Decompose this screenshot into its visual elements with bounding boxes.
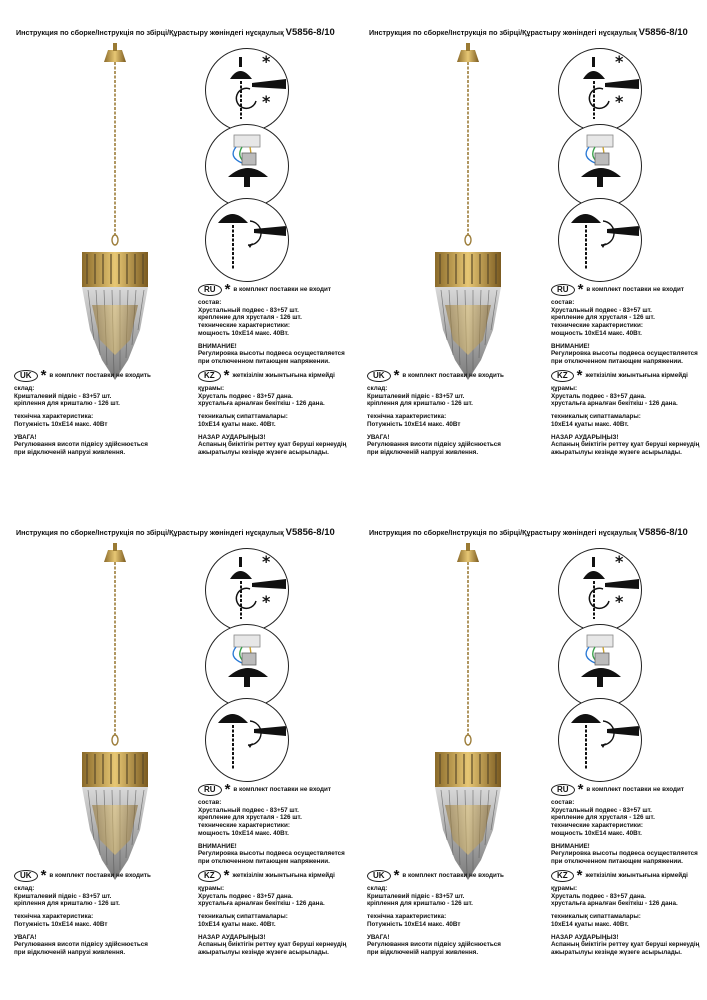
step2-diagram — [558, 624, 642, 708]
kz-line: хрустальға арналған бекіткіш - 126 дана. — [198, 400, 325, 408]
uk-spec-line: Потужність 10хЕ14 макс. 40Вт — [14, 420, 108, 428]
title-text: Инструкция по сборке/Інструкція по збірці/Құрастыру жөніндегі нұсқаулық — [16, 528, 284, 537]
kz-spec-line: 10хЕ14 қуаты макс. 40Вт. — [198, 920, 276, 928]
kz-spec-line: 10хЕ14 қуаты макс. 40Вт. — [551, 920, 629, 928]
ru-line: мощность 10хЕ14 макс. 40Вт. — [551, 329, 642, 337]
ru-line: Хрустальный подвес - 83+57 шт. — [551, 806, 652, 814]
uk-section — [14, 867, 194, 957]
kz-spec-line: техникалық сипаттамалары: — [551, 413, 641, 421]
kz-spec-line: техникалық сипаттамалары: — [198, 413, 288, 421]
ru-line: состав: — [551, 799, 575, 806]
ru-line: крепление для хрусталя - 126 шт. — [198, 814, 302, 822]
uk-note: в комплект поставки не входить — [402, 872, 504, 880]
instruction-sheet — [353, 500, 706, 1000]
ru-line: технические характеристики: — [551, 822, 643, 830]
kz-line: Хрусталь подвес - 83+57 дана. — [198, 392, 293, 400]
kz-spec-line: 10хЕ14 қуаты макс. 40Вт. — [198, 420, 276, 428]
uk-warning-line: Регулювання висоти підвісу здійснюється — [14, 441, 148, 449]
uk-line: склад: — [14, 385, 35, 392]
ru-section — [198, 281, 348, 366]
kz-note: жеткізілім жиынтығына кірмейді — [585, 372, 688, 380]
chandelier-illustration — [70, 540, 160, 920]
ru-section — [198, 781, 348, 866]
uk-line: кріплення для кришталю - 126 шт. — [14, 900, 120, 908]
uk-spec-line: технічна характеристика: — [367, 413, 447, 421]
ru-note: в комплект поставки не входит — [586, 786, 685, 794]
ru-warning-line: Регулировка высоты подвеса осуществляется — [198, 350, 345, 358]
ru-line: технические характеристики: — [551, 322, 643, 330]
uk-section — [367, 867, 547, 957]
ru-line: мощность 10хЕ14 макс. 40Вт. — [198, 829, 289, 837]
model-number: V5856-8/10 — [638, 27, 688, 38]
ru-line: Хрустальный подвес - 83+57 шт. — [198, 806, 299, 814]
ru-line: крепление для хрусталя - 126 шт. — [551, 814, 655, 822]
instruction-title — [16, 527, 335, 538]
instruction-sheet — [353, 0, 706, 500]
ru-warning-line: Регулировка высоты подвеса осуществляется — [198, 850, 345, 858]
model-number: V5856-8/10 — [285, 527, 335, 538]
model-number: V5856-8/10 — [638, 527, 688, 538]
model-number: V5856-8/10 — [285, 27, 335, 38]
title-text: Инструкция по сборке/Інструкція по збірці/Құрастыру жөніндегі нұсқаулық — [369, 28, 637, 37]
kz-line: хрустальға арналған бекіткіш - 126 дана. — [551, 400, 678, 408]
ru-warning-title: ВНИМАНИЕ! — [198, 342, 237, 350]
svg-text:*: * — [615, 92, 624, 111]
kz-section — [198, 867, 350, 957]
kz-line: құрамы: — [198, 385, 225, 392]
ru-line: крепление для хрусталя - 126 шт. — [198, 314, 302, 322]
kz-badge: KZ — [198, 870, 221, 882]
step3-diagram — [205, 698, 289, 782]
uk-badge: UK — [14, 370, 38, 382]
ru-badge: RU — [551, 284, 575, 296]
uk-warning-title: УВАГА! — [367, 933, 390, 941]
ru-warning-title: ВНИМАНИЕ! — [551, 842, 590, 850]
kz-line: хрустальға арналған бекіткіш - 126 дана. — [198, 900, 325, 908]
kz-warning-line: Аспаның биіктігін реттеу қуат беруші кернеудің — [551, 441, 700, 449]
ru-warning-line: при отключенном питающем напряжении. — [198, 357, 330, 365]
uk-badge: UK — [14, 870, 38, 882]
instruction-title — [369, 27, 688, 38]
instruction-sheet — [0, 0, 353, 500]
kz-spec-line: 10хЕ14 қуаты макс. 40Вт. — [551, 420, 629, 428]
svg-text:*: * — [262, 592, 271, 611]
ru-line: технические характеристики: — [198, 322, 290, 330]
ru-line: крепление для хрусталя - 126 шт. — [551, 314, 655, 322]
kz-line: Хрусталь подвес - 83+57 дана. — [198, 892, 293, 900]
ru-warning-line: Регулировка высоты подвеса осуществляется — [551, 350, 698, 358]
ru-line: мощность 10хЕ14 макс. 40Вт. — [198, 329, 289, 337]
uk-spec-line: Потужність 10хЕ14 макс. 40Вт — [367, 420, 461, 428]
kz-line: құрамы: — [551, 385, 578, 392]
kz-warning-title: НАЗАР АУДАРЫҢЫЗ! — [198, 433, 266, 441]
ru-line: состав: — [198, 299, 222, 306]
uk-line: Кришталевий підвіс - 83+57 шт. — [14, 392, 112, 400]
uk-line: кріплення для кришталю - 126 шт. — [14, 400, 120, 408]
star-icon: * — [224, 281, 231, 298]
star-icon: * — [223, 867, 230, 884]
kz-warning-title: НАЗАР АУДАРЫҢЫЗ! — [198, 933, 266, 941]
uk-note: в комплект поставки не входить — [402, 372, 504, 380]
ru-warning-line: при отключенном питающем напряжении. — [551, 857, 683, 865]
kz-note: жеткізілім жиынтығына кірмейді — [232, 372, 335, 380]
chandelier-illustration — [70, 40, 160, 420]
uk-warning-title: УВАГА! — [14, 433, 37, 441]
kz-line: Хрусталь подвес - 83+57 дана. — [551, 392, 646, 400]
ru-line: состав: — [551, 299, 575, 306]
star-icon: * — [40, 367, 47, 384]
kz-warning-title: НАЗАР АУДАРЫҢЫЗ! — [551, 933, 619, 941]
uk-warning-line: при відключеній напрузі живлення. — [367, 448, 479, 456]
uk-section — [14, 367, 194, 457]
uk-section — [367, 367, 547, 457]
uk-warning-title: УВАГА! — [367, 433, 390, 441]
ru-note: в комплект поставки не входит — [586, 286, 685, 294]
uk-line: Кришталевий підвіс - 83+57 шт. — [14, 892, 112, 900]
chandelier-illustration — [423, 40, 513, 420]
kz-line: құрамы: — [198, 885, 225, 892]
kz-warning-line: ажыратылуы кезінде жүзеге асырылады. — [551, 448, 682, 456]
ru-line: Хрустальный подвес - 83+57 шт. — [551, 306, 652, 314]
svg-text:*: * — [262, 552, 271, 571]
ru-warning-title: ВНИМАНИЕ! — [551, 342, 590, 350]
kz-line: Хрусталь подвес - 83+57 дана. — [551, 892, 646, 900]
step1-diagram — [205, 548, 289, 632]
uk-warning-line: при відключеній напрузі живлення. — [14, 948, 126, 956]
instruction-sheet — [0, 500, 353, 1000]
uk-note: в комплект поставки не входить — [49, 872, 151, 880]
star-icon: * — [576, 867, 583, 884]
star-icon: * — [577, 781, 584, 798]
kz-warning-line: Аспаның биіктігін реттеу қуат беруші кернеудің — [198, 941, 347, 949]
kz-warning-line: Аспаның биіктігін реттеу қуат беруші кернеудің — [198, 441, 347, 449]
ru-badge: RU — [198, 784, 222, 796]
step1-diagram — [205, 48, 289, 132]
kz-warning-line: ажыратылуы кезінде жүзеге асырылады. — [198, 448, 329, 456]
star-icon: * — [393, 867, 400, 884]
step2-diagram — [205, 624, 289, 708]
ru-line: Хрустальный подвес - 83+57 шт. — [198, 306, 299, 314]
ru-line: мощность 10хЕ14 макс. 40Вт. — [551, 829, 642, 837]
kz-warning-line: ажыратылуы кезінде жүзеге асырылады. — [551, 948, 682, 956]
uk-warning-line: Регулювання висоти підвісу здійснюється — [367, 441, 501, 449]
ru-warning-line: при отключенном питающем напряжении. — [198, 857, 330, 865]
kz-spec-line: техникалық сипаттамалары: — [198, 913, 288, 921]
kz-badge: KZ — [198, 370, 221, 382]
uk-note: в комплект поставки не входить — [49, 372, 151, 380]
uk-warning-line: при відключеній напрузі живлення. — [367, 948, 479, 956]
kz-line: құрамы: — [551, 885, 578, 892]
uk-warning-line: Регулювання висоти підвісу здійснюється — [367, 941, 501, 949]
title-text: Инструкция по сборке/Інструкція по збірці/Құрастыру жөніндегі нұсқаулық — [16, 28, 284, 37]
uk-spec-line: технічна характеристика: — [14, 413, 94, 421]
ru-warning-line: Регулировка высоты подвеса осуществляется — [551, 850, 698, 858]
uk-badge: UK — [367, 370, 391, 382]
svg-text:*: * — [615, 52, 624, 71]
star-icon: * — [577, 281, 584, 298]
step3-diagram — [205, 198, 289, 282]
kz-warning-line: Аспаның биіктігін реттеу қуат беруші кернеудің — [551, 941, 700, 949]
kz-note: жеткізілім жиынтығына кірмейді — [585, 872, 688, 880]
uk-warning-title: УВАГА! — [14, 933, 37, 941]
uk-line: Кришталевий підвіс - 83+57 шт. — [367, 392, 465, 400]
step3-diagram — [558, 198, 642, 282]
uk-line: склад: — [14, 885, 35, 892]
star-icon: * — [393, 367, 400, 384]
svg-text:*: * — [615, 552, 624, 571]
svg-text:*: * — [615, 592, 624, 611]
step2-diagram — [558, 124, 642, 208]
step2-diagram — [205, 124, 289, 208]
kz-section — [198, 367, 350, 457]
title-text: Инструкция по сборке/Інструкція по збірці/Құрастыру жөніндегі нұсқаулық — [369, 528, 637, 537]
instruction-title — [369, 527, 688, 538]
ru-note: в комплект поставки не входит — [233, 786, 332, 794]
instruction-title — [16, 27, 335, 38]
star-icon: * — [40, 867, 47, 884]
ru-section — [551, 281, 701, 366]
uk-spec-line: технічна характеристика: — [367, 913, 447, 921]
svg-text:*: * — [262, 92, 271, 111]
uk-line: склад: — [367, 885, 388, 892]
ru-line: технические характеристики: — [198, 822, 290, 830]
kz-line: хрустальға арналған бекіткіш - 126 дана. — [551, 900, 678, 908]
uk-warning-line: при відключеній напрузі живлення. — [14, 448, 126, 456]
uk-line: кріплення для кришталю - 126 шт. — [367, 400, 473, 408]
ru-badge: RU — [551, 784, 575, 796]
kz-badge: KZ — [551, 870, 574, 882]
uk-line: склад: — [367, 385, 388, 392]
uk-spec-line: технічна характеристика: — [14, 913, 94, 921]
star-icon: * — [224, 781, 231, 798]
uk-warning-line: Регулювання висоти підвісу здійснюється — [14, 941, 148, 949]
kz-section — [551, 867, 703, 957]
ru-warning-line: при отключенном питающем напряжении. — [551, 357, 683, 365]
star-icon: * — [223, 367, 230, 384]
uk-spec-line: Потужність 10хЕ14 макс. 40Вт — [367, 920, 461, 928]
ru-section — [551, 781, 701, 866]
ru-line: состав: — [198, 799, 222, 806]
step1-diagram — [558, 48, 642, 132]
chandelier-illustration — [423, 540, 513, 920]
uk-line: кріплення для кришталю - 126 шт. — [367, 900, 473, 908]
step3-diagram — [558, 698, 642, 782]
uk-spec-line: Потужність 10хЕ14 макс. 40Вт — [14, 920, 108, 928]
step1-diagram — [558, 548, 642, 632]
ru-warning-title: ВНИМАНИЕ! — [198, 842, 237, 850]
kz-note: жеткізілім жиынтығына кірмейді — [232, 872, 335, 880]
star-icon: * — [576, 367, 583, 384]
svg-text:*: * — [262, 52, 271, 71]
kz-badge: KZ — [551, 370, 574, 382]
ru-note: в комплект поставки не входит — [233, 286, 332, 294]
kz-spec-line: техникалық сипаттамалары: — [551, 913, 641, 921]
uk-badge: UK — [367, 870, 391, 882]
kz-section — [551, 367, 703, 457]
ru-badge: RU — [198, 284, 222, 296]
kz-warning-line: ажыратылуы кезінде жүзеге асырылады. — [198, 948, 329, 956]
kz-warning-title: НАЗАР АУДАРЫҢЫЗ! — [551, 433, 619, 441]
uk-line: Кришталевий підвіс - 83+57 шт. — [367, 892, 465, 900]
